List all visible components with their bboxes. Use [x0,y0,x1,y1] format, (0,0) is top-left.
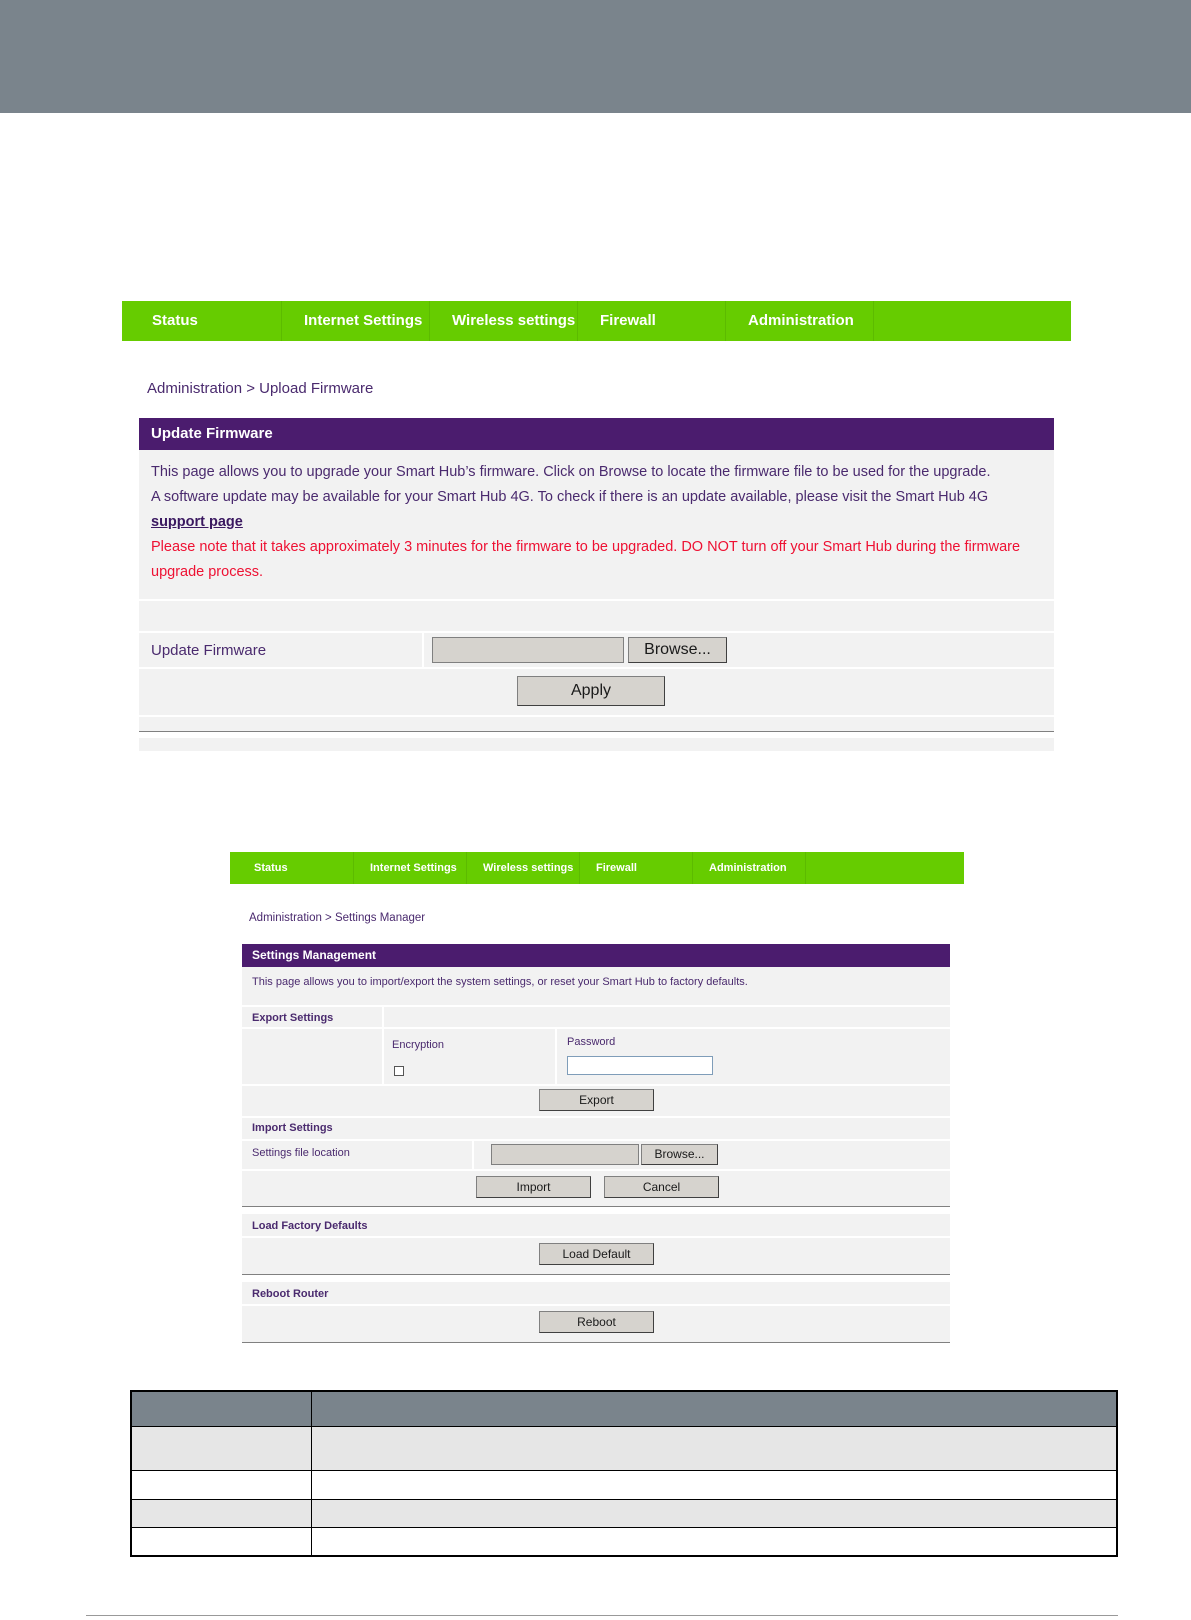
password-label: Password [567,1036,616,1048]
upload-firmware-screenshot [122,301,1071,751]
settings-manager-screenshot [230,852,964,1352]
divider [139,667,1054,669]
divider [139,599,1054,601]
table-cell [312,1528,1116,1555]
reboot-button[interactable]: Reboot [539,1311,654,1333]
import-button[interactable]: Import [476,1176,591,1198]
update-firmware-panel [139,418,1054,751]
divider [242,1116,950,1118]
table-row [132,1427,1116,1471]
divider [139,732,1054,738]
table-cell [312,1500,1116,1527]
nav-tab-status[interactable]: Status [230,852,354,884]
nav-tab-internet-settings[interactable]: Internet Settings [282,301,430,341]
nav-tab-status[interactable]: Status [122,301,282,341]
import-settings-title: Import Settings [252,1122,333,1134]
divider [555,1029,557,1084]
divider [242,1275,950,1282]
table-row [132,1528,1116,1555]
encryption-checkbox[interactable] [394,1066,404,1076]
browse-button[interactable]: Browse... [641,1144,718,1165]
divider [382,1007,384,1027]
nav-tab-wireless-settings[interactable]: Wireless settings [430,301,578,341]
description-line-2: A software update may be available for your Smart Hub 4G. To check if there is an update available, please visit the Smart Hub 4G [151,489,989,505]
main-nav [122,301,1071,341]
load-factory-defaults-title: Load Factory Defaults [252,1220,368,1232]
settings-file-input[interactable] [491,1144,639,1165]
cancel-button[interactable]: Cancel [604,1176,719,1198]
reboot-router-title: Reboot Router [252,1288,329,1300]
description-table [130,1390,1118,1557]
panel-title: Update Firmware [139,418,1054,450]
table-cell [132,1528,312,1555]
encryption-label: Encryption [392,1039,444,1051]
divider [242,1236,950,1238]
table-cell [132,1500,312,1527]
nav-tab-firewall[interactable]: Firewall [578,301,726,341]
export-button[interactable]: Export [539,1089,654,1111]
breadcrumb: Administration > Upload Firmware [147,380,374,397]
nav-tab-firewall[interactable]: Firewall [580,852,693,884]
table-cell [132,1427,312,1470]
divider [242,1084,950,1086]
divider [422,631,424,667]
nav-tab-wireless-settings[interactable]: Wireless settings [467,852,580,884]
divider [242,1169,950,1171]
browse-button[interactable]: Browse... [628,637,727,663]
update-firmware-label: Update Firmware [151,642,267,659]
load-default-button[interactable]: Load Default [539,1243,654,1265]
nav-tab-administration[interactable]: Administration [693,852,806,884]
description-line-1: This page allows you to upgrade your Smart Hub’s firmware. Click on Browse to locate the firmware file to be used for the upgrade. [151,464,991,480]
divider [472,1141,474,1169]
settings-management-panel [242,944,950,1346]
table-header-cell [312,1392,1116,1426]
table-header-row [132,1392,1116,1427]
panel-description: This page allows you to import/export the system settings, or reset your Smart Hub to factory defaults. [252,976,748,988]
table-cell [132,1471,312,1499]
divider [242,1207,950,1214]
password-input[interactable] [567,1056,713,1075]
table-cell [312,1471,1116,1499]
divider [139,631,1054,633]
document-header-bar [0,0,1191,113]
table-header-cell [132,1392,312,1426]
divider [382,1029,384,1084]
nav-tab-administration[interactable]: Administration [726,301,874,341]
breadcrumb: Administration > Settings Manager [249,912,426,924]
divider [242,1027,950,1029]
apply-button[interactable]: Apply [517,676,665,706]
divider [242,1343,950,1346]
panel-description [151,460,1046,585]
footer-rule [86,1615,1118,1616]
support-page-link[interactable]: support page [151,514,243,530]
nav-tab-internet-settings[interactable]: Internet Settings [354,852,467,884]
main-nav [230,852,964,884]
settings-file-location-label: Settings file location [252,1147,350,1159]
divider [139,715,1054,717]
warning-text: Please note that it takes approximately 3 minutes for the firmware to be upgraded. DO NOT turn off your Smart Hub during the firmware upgrade process. [151,539,1021,580]
table-cell [312,1427,1116,1470]
table-row [132,1471,1116,1500]
firmware-file-input[interactable] [432,637,624,663]
panel-title: Settings Management [242,944,950,967]
table-row [132,1500,1116,1528]
export-settings-title: Export Settings [252,1012,334,1024]
divider [242,1005,950,1007]
divider [242,1139,950,1141]
divider [242,1304,950,1306]
